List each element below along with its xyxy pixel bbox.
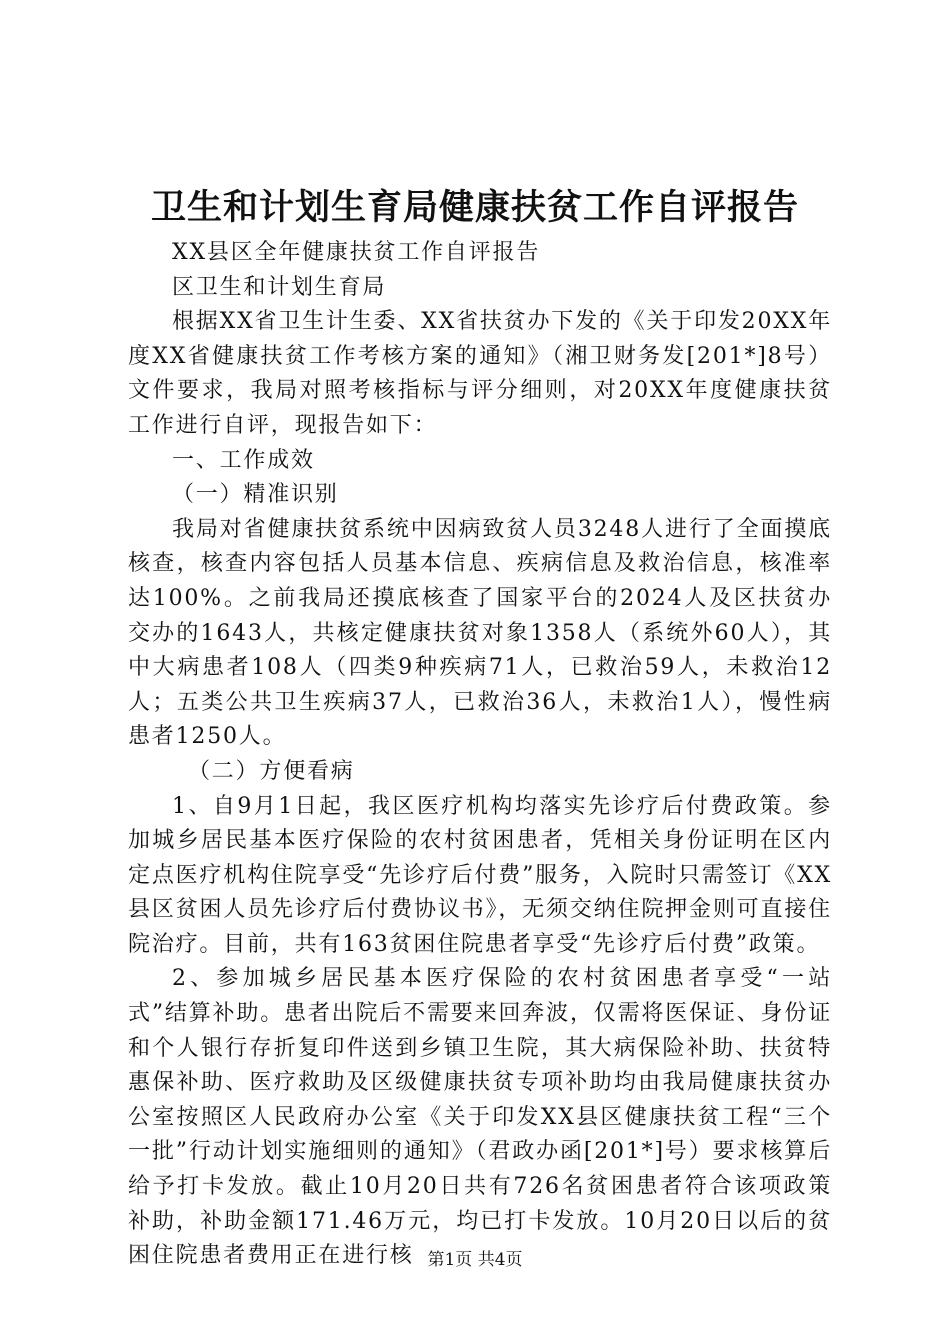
body-paragraph: 我局对省健康扶贫系统中因病致贫人员3248人进行了全面摸底核查，核查内容包括人员基本信息、疾病信息及救治信息，核准率达100%。之前我局还摸底核查了国家平台的2024人及区扶贫办交办的1643人，共核定健康扶贫对象1358人（系统外60人），其中大病患者108人（四类9种疾病71人，已救治59人，未救治12人；五类公共卫生疾病37人，已救治36人，未救治1人），慢性病患者1250人。: [128, 516, 832, 750]
body-paragraph: 1、自9月1日起，我区医疗机构均落实先诊疗后付费政策。参加城乡居民基本医疗保险的农村贫困患者，凭相关身份证明在区内定点医疗机构住院享受“先诊疗后付费”服务，入院时只需签订《XX县区贫困人员先诊疗后付费协议书》，无须交纳住院押金则可直接住院治疗。目前，共有163贫困住院患者享受“先诊疗后付费”政策。: [128, 793, 832, 957]
report-subtitle: XX县区全年健康扶贫工作自评报告: [172, 240, 541, 265]
subsection-heading: （一）精准识别: [172, 482, 339, 508]
intro-paragraph: 根据XX省卫生计生委、XX省扶贫办下发的《关于印发20XX年度XX省健康扶贫工作考核方案的通知》（湘卫财务发[201*]8号）文件要求，我局对照考核指标与评分细则，对20XX年度健康扶贫工作进行自评，现报告如下：: [128, 309, 832, 438]
document-body: [128, 236, 832, 1274]
page-footer: 第1页 共4页: [427, 1250, 523, 1270]
report-author: 区卫生和计划生育局: [172, 274, 387, 300]
document-title: 卫生和计划生育局健康扶贫工作自评报告: [150, 187, 799, 228]
body-paragraph: 2、参加城乡居民基本医疗保险的农村贫困患者享受“一站式”结算补助。患者出院后不需要来回奔波，仅需将医保证、身份证和个人银行存折复印件送到乡镇卫生院，其大病保险补助、扶贫特惠保补助、医疗救助及区级健康扶贫专项补助均由我局健康扶贫办公室按照区人民政府办公室《关于印发XX县区健康扶贫工程“三个一批”行动计划实施细则的通知》（君政办函[201*]号）要求核算后给予打卡发放。截止10月20日共有726名贫困患者符合该项政策补助，补助金额171.46万元，均已打卡发放。10月20日以后的贫困住院患者费用正在进行核: [128, 966, 832, 1269]
section-heading: 一、工作成效: [172, 447, 315, 473]
subsection-heading: （二）方便看病: [188, 758, 355, 784]
